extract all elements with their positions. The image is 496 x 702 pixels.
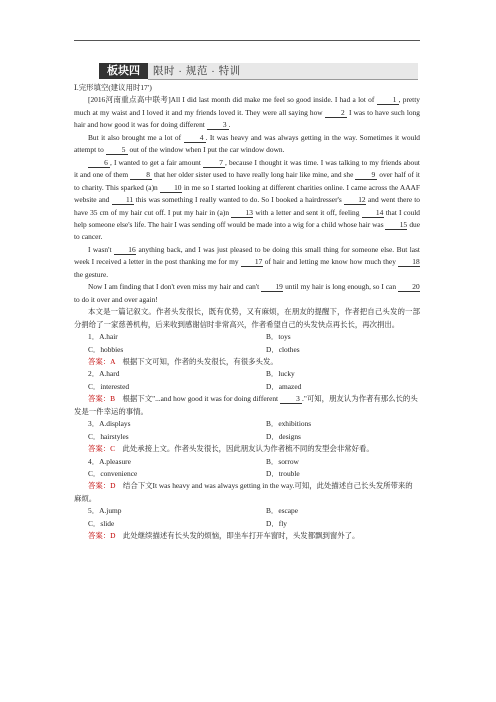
passage-summary: 本文是一篇记叙文。作者头发很长，既有优势，又有麻烦，在朋友的提醒下，作者把自己头发的一部分捐给了一家慈善机构，后来收到感谢信时非常高兴，作者希望自己的头发快点再长长，再次捐出。 [74, 307, 420, 329]
option: 3．A.displays [88, 419, 131, 429]
option: C．interested [88, 381, 130, 391]
top-rule [74, 40, 420, 41]
blank-9: 9 [355, 170, 377, 180]
question-1-options-row-2 [74, 344, 420, 356]
option: B．escape [266, 506, 299, 516]
question-2-options-row-2 [74, 381, 420, 393]
blank-3: 3 [207, 120, 229, 130]
section-badge: 板块四 [99, 63, 148, 79]
option: 5．A.jump [88, 506, 122, 516]
blank-17: 17 [241, 257, 263, 267]
blank-2: 2 [325, 108, 347, 118]
document-body [74, 82, 420, 543]
question-4-options-row-2 [74, 468, 420, 480]
blank-20: 20 [398, 282, 420, 292]
option: C．convenience [88, 468, 138, 478]
answer-label: 答案：D [88, 531, 116, 541]
blank-11: 11 [112, 195, 134, 205]
blank-18: 18 [398, 257, 420, 267]
blank-6: 6 [88, 158, 110, 168]
answer-5: 答案：D 此处继续描述有长头发的烦恼，即坐车打开车窗时，头发都飘到窗外了。 [88, 531, 360, 541]
question-3-options-row-2 [74, 431, 420, 443]
blank-7: 7 [203, 158, 225, 168]
answer-label: 答案：A [88, 356, 116, 366]
answer-4: 答案：D 结合下文It was heavy and was always getting in the way.可知，此处描述自己长头发所带来的麻烦。 [74, 481, 413, 503]
question-4-options-row-1 [74, 456, 420, 468]
option: B．toys [266, 332, 291, 342]
question-2-options-row-1 [74, 368, 420, 380]
option: D．fly [266, 518, 287, 528]
option: B．exhibitions [266, 419, 312, 429]
passage-paragraph-2: But it also brought me a lot of 4 . It was heavy and was always getting in the way. Sometimes it would attempt to 5 out of the window when I put the car window down. [74, 132, 420, 155]
blank-13: 13 [231, 208, 253, 218]
cloze-heading: Ⅰ.完形填空(建议用时17′) [74, 83, 152, 92]
blank-1: 1 [377, 95, 399, 105]
question-3-options-row-1 [74, 418, 420, 430]
blank-5: 5 [106, 145, 128, 155]
answer-label: 答案：C [88, 444, 116, 454]
answer-2: 答案：B 根据下文"...and how good it was for doing different 3 ."可知，朋友认为作者有那么长的头发是一件幸运的事情。 [74, 394, 418, 416]
answer-label: 答案：B [88, 394, 116, 404]
section-title-text: 限时 · 规范 · 特训 [153, 65, 241, 77]
blank-19: 19 [261, 282, 283, 292]
option: D．trouble [266, 468, 300, 478]
option: 1．A.hair [88, 332, 118, 342]
answer-label: 答案：D [88, 481, 116, 491]
option: C．hobbies [88, 344, 124, 354]
answer-1: 答案：A 根据下文可知，作者的头发很长，有很多头发。 [88, 356, 278, 366]
answer-3: 答案：C 此处承接上文。作者头发很长，因此朋友认为作者梳不同的发型会非常好看。 [88, 444, 374, 454]
blank-4: 4 [184, 133, 206, 143]
option: D．designs [266, 431, 301, 441]
passage-paragraph-1: [2016河南重点高中联考]All I did last month did make me feel so good inside. I had a lot of 1 , pretty much at my waist and I loved it and my friends loved it. They were all saying how 2 I was to have such long hair and how good it was for doing different 3 . [74, 95, 420, 130]
blank-15: 15 [385, 220, 407, 230]
blank-10: 10 [160, 183, 182, 193]
section-header [99, 63, 419, 79]
passage-paragraph-3: 6 , I wanted to get a fair amount 7 , because I thought it was time. I was talking to my friends about it and one of them 8 that her older sister used to have really long hair like mine, and she 9 over half of it to charity. This sparked (a)n 10 in me so I started looking at different charities online. I came across the AAAF website and 11 this was something I really wanted to do. So I booked a hairdresser's 12 and went there to have 35 cm of my hair cut off. I put my hair in (a)n 13 with a letter and sent it off, feeling 14 that I could help someone else's life. The hair I was sending off would be made into a wig for a child whose hair was 15 due to cancer. [74, 157, 420, 242]
option: D．amazed [266, 381, 302, 391]
passage-paragraph-4: I wasn't 16 anything back, and I was just pleased to be doing this small thing for someone else. But last week I received a letter in the post thanking me for my 17 of hair and letting me know how much they 18 the gesture. [74, 244, 420, 279]
passage-paragraph-5: Now I am finding that I don't even miss my hair and can't 19 until my hair is long enough, so I can 20 to do it over and over again! [74, 282, 420, 304]
blank-16: 16 [114, 245, 136, 255]
question-5-options-row-2 [74, 518, 420, 530]
option: 2．A.hard [88, 369, 120, 379]
option: C．hairstyles [88, 431, 129, 441]
option: 4．A.pleasure [88, 456, 131, 466]
option: D．clothes [266, 344, 300, 354]
blank-8: 8 [130, 170, 152, 180]
section-title-bar [148, 63, 418, 80]
blank-14: 14 [362, 208, 384, 218]
blank-ref-3: 3 [280, 394, 302, 404]
option: B．lucky [266, 369, 295, 379]
option: B．sorrow [266, 456, 299, 466]
source-tag: [2016河南重点高中联考] [88, 95, 171, 105]
option: C．slide [88, 518, 115, 528]
question-1-options-row-1 [74, 331, 420, 343]
question-5-options-row-1 [74, 505, 420, 517]
blank-12: 12 [344, 195, 366, 205]
